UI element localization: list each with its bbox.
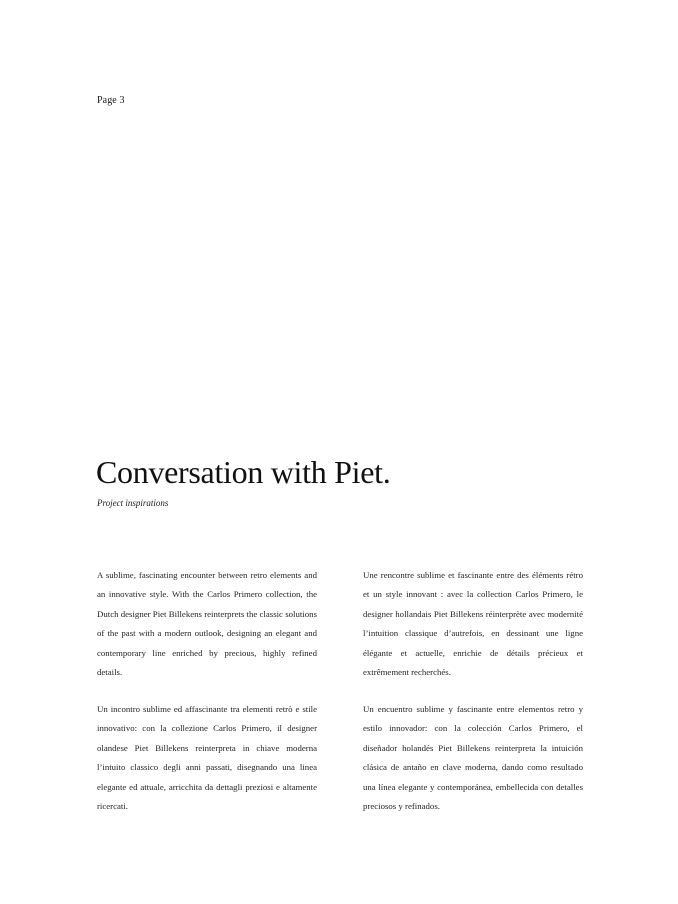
page-subtitle: Project inspirations [97,498,169,508]
paragraph-english: A sublime, fascinating encounter between retro elements and an innovative style. With the Carlos Primero collection, the Dutch designer Piet Billekens reinterprets the classic solutions of the past with a modern outlook, designing an elegant and contemporary line enriched by precious, highly refined details. [97,570,317,678]
paragraph-french: Une rencontre sublime et fascinante entre des éléments rétro et un style innovant : avec la collection Carlos Primero, le designer hollandais Piet Billekens réinterprète avec modernité l’intuition classique d’autrefois, en dessinant une ligne élégante et actuelle, enrichie de détails précieux et extrêmement recherchés. [363,570,583,678]
page-title: Conversation with Piet. [96,454,391,490]
page-number: Page 3 [97,95,125,106]
paragraph-italian: Un incontro sublime ed affascinante tra elementi retrò e stile innovativo: con la collezione Carlos Primero, il designer olandese Piet Billekens reinterpreta in chiave moderna l’intuito classico degli anni passati, disegnando una linea elegante ed attuale, arricchita da dettagli preziosi e altamente ricercati. [97,704,317,812]
paragraph-spanish: Un encuentro sublime y fascinante entre elementos retro y estilo innovador: con la colección Carlos Primero, el diseñador holandés Piet Billekens reinterpreta la intuición clásica de antaño en clave moderna, dando como resultado una línea elegante y contemporánea, embellecida con detalles preciosos y refinados. [363,704,583,812]
